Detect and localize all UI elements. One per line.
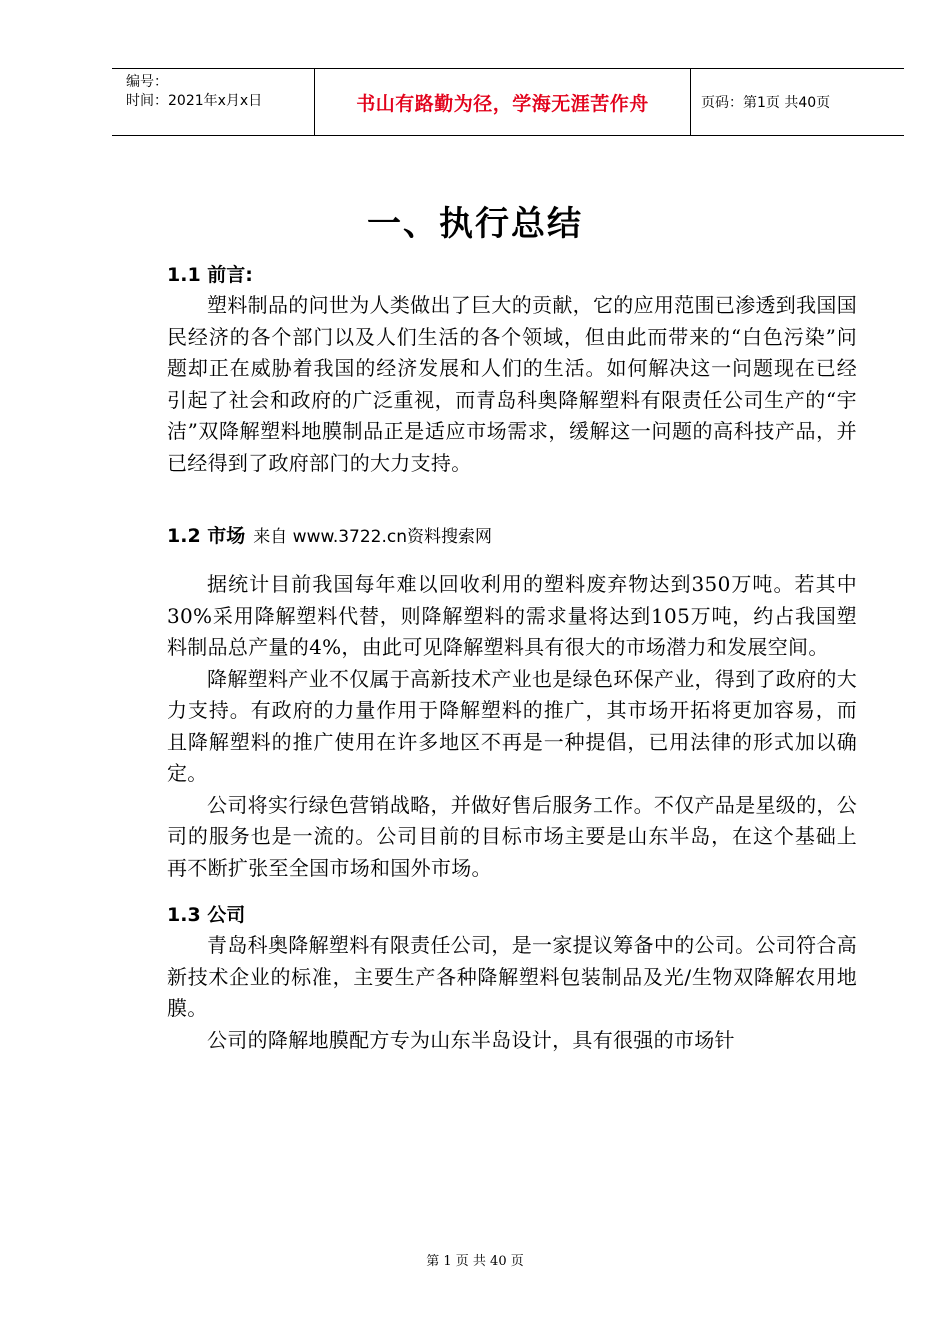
section-heading-text: 1.1 前言:	[167, 264, 253, 286]
section-heading-company	[167, 900, 857, 930]
header-number-label: 编号：	[126, 74, 168, 90]
section-heading-text: 1.3 公司	[167, 904, 246, 926]
section-heading-market	[167, 521, 857, 551]
header-page-label: 页码：第1页 共40页	[701, 95, 831, 111]
paragraph: 公司的降解地膜配方专为山东半岛设计，具有很强的市场针	[207, 1027, 735, 1052]
section-heading-text: 1.2 市场	[167, 525, 246, 547]
paragraph: 降解塑料产业不仅属于高新技术产业也是绿色环保产业，得到了政府的大力支持。有政府的力量作用于降解塑料的推广，其市场开拓将更加容易，而且降解塑料的推广使用在许多地区不再是一种提倡，已用法律的形式加以确定。	[167, 666, 857, 785]
document-title: 一、执行总结	[367, 204, 583, 244]
paragraph: 公司将实行绿色营销战略，并做好售后服务工作。不仅产品是星级的，公司的服务也是一流的。公司目前的目标市场主要是山东半岛，在这个基础上再不断扩张至全国市场和国外市场。	[167, 792, 857, 880]
header-meta-cell	[112, 69, 315, 135]
header-time-label: 时间：2021年x月x日	[126, 93, 263, 109]
paragraph: 据统计目前我国每年难以回收利用的塑料废弃物达到350万吨。若其中30%采用降解塑料代替，则降解塑料的需求量将达到105万吨，约占我国塑料制品总产量的4%，由此可见降解塑料具有很大的市场潜力和发展空间。	[167, 572, 857, 659]
section-heading-preface	[167, 260, 857, 290]
source-watermark-text: 来自 www.3722.cn资料搜索网	[253, 527, 493, 547]
paragraph: 青岛科奥降解塑料有限责任公司，是一家提议筹备中的公司。公司符合高新技术企业的标准，主要生产各种降解塑料包装制品及光/生物双降解农用地膜。	[167, 933, 857, 1020]
paragraph: 塑料制品的问世为人类做出了巨大的贡献，它的应用范围已渗透到我国国民经济的各个部门以及人们生活的各个领域，但由此而带来的“白色污染”问题却正在威胁着我国的经济发展和人们的生活。如何解决这一问题现在已经引起了社会和政府的广泛重视，而青岛科奥降解塑料有限责任公司生产的“宇洁”双降解塑料地膜制品正是适应市场需求，缓解这一问题的高科技产品，并已经得到了政府部门的大力支持。	[167, 293, 857, 475]
document-body	[167, 260, 857, 1056]
page-header	[112, 68, 904, 136]
header-motto: 书山有路勤为径，学海无涯苦作舟	[315, 69, 691, 135]
page-footer: 第 1 页 共 40 页	[426, 1254, 524, 1269]
